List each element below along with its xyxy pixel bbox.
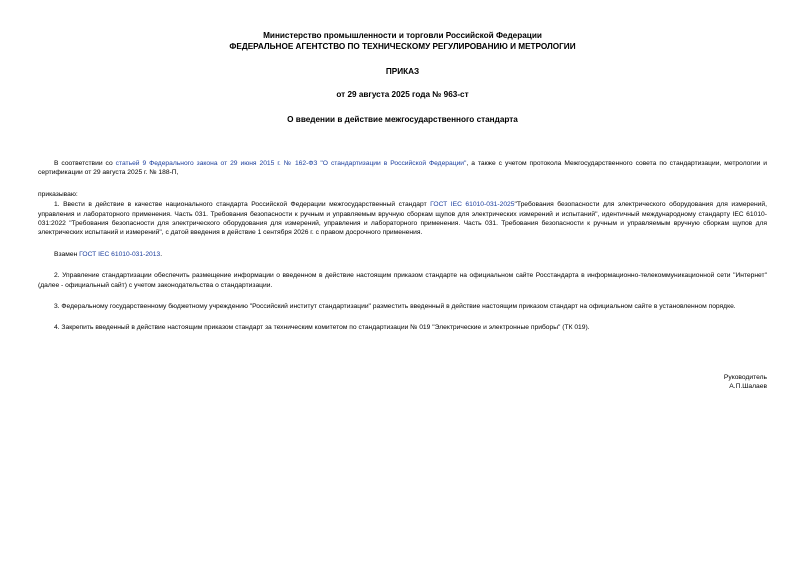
item1-text-before: 1. Ввести в действие в качестве национального стандарта Российской Федерации межгосударственный стандарт bbox=[54, 201, 431, 209]
signatory-title: Руководитель bbox=[723, 374, 767, 381]
order-item-1 bbox=[38, 200, 767, 238]
replaces-paragraph bbox=[38, 250, 767, 259]
signature-block bbox=[724, 373, 767, 392]
signatory-name: А.П.Шалаев bbox=[729, 383, 767, 391]
document-date-number: от 29 августа 2025 года № 963-ст bbox=[336, 90, 469, 99]
replaces-text-before: Взамен bbox=[54, 250, 80, 258]
document-type: ПРИКАЗ bbox=[385, 67, 420, 76]
order-item-3: 3. Федеральному государственному бюджетному учреждению "Российский институт стандартизации" разместить введенный в действие настоящим приказом стандарт на официальном сайте в установленном порядке. bbox=[54, 303, 736, 311]
ministry-name: Министерство промышленности и торговли Российской Федерации bbox=[263, 31, 542, 40]
federal-law-link[interactable]: статьей 9 Федерального закона от 29 июня 2015 г. № 162-ФЗ "О стандартизации в Российской Федерации" bbox=[115, 160, 467, 167]
intro-paragraph bbox=[38, 159, 767, 178]
gost-2013-link[interactable]: ГОСТ IEC 61010-031-2013 bbox=[79, 250, 161, 258]
ordered-label: приказываю: bbox=[38, 190, 78, 198]
intro-text-after: , а также с учетом протокола Межгосударственного совета по стандартизации, метрологии и сертификации от 29 августа 2025 г. № 188-П, bbox=[38, 160, 768, 177]
order-item-2: 2. Управление стандартизации обеспечить размещение информации о введенном в действие настоящим приказом стандарте на официальном сайте Росстандарта в информационно-телекоммуникационной сети "Интернет" (далее - официальный сайт) с учетом законодательства о стандартизации. bbox=[38, 272, 767, 289]
document-subject: О введении в действие межгосударственного стандарта bbox=[287, 115, 518, 124]
agency-name: ФЕДЕРАЛЬНОЕ АГЕНТСТВО ПО ТЕХНИЧЕСКОМУ РЕГУЛИРОВАНИЮ И МЕТРОЛОГИИ bbox=[229, 42, 576, 51]
replaces-text-after: . bbox=[160, 250, 163, 258]
order-item-4: 4. Закрепить введенный в действие настоящим приказом стандарт за техническим комитетом по стандартизации № 019 "Электрические и электронные приборы" (ТК 019). bbox=[54, 324, 590, 332]
gost-2025-link[interactable]: ГОСТ IEC 61010-031-2025 bbox=[430, 201, 515, 209]
intro-text-before: В соответствии со bbox=[54, 160, 116, 167]
item1-text-after: "Требования безопасности для электрического оборудования для измерений, управления и лабораторного применения. Часть 031. Требования безопасности к ручным и управляемым вручную сборкам щупов для электрических измерений и испытаний", идентичный международному стандарту IEC 61010-031:2022 "Требования безопасности для электрического оборудования для измерений, управления и лабораторного применения. Часть 031. Требования безопасности к ручным и управляемым вручную сборкам щупов для электрических испытаний и измерений", с датой введения в действие 1 сентября 2026 г. с правом досрочного применения. bbox=[38, 201, 767, 237]
